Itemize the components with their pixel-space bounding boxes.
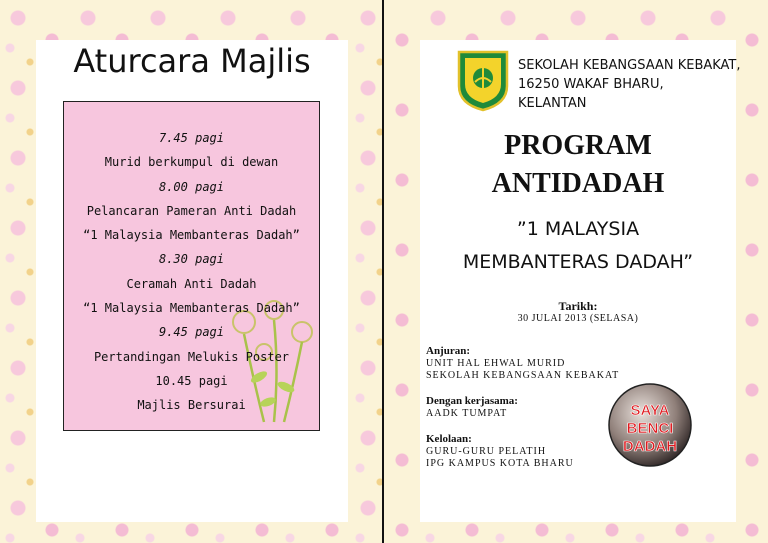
school-address: [518, 56, 741, 113]
schedule-time: 9.45 pagi: [158, 325, 225, 340]
date-value: 30 JULAI 2013 (SELASA): [517, 313, 639, 324]
schedule-item: “1 Malaysia Membanteras Dadah”: [83, 301, 300, 316]
anti-drug-badge-icon: [608, 383, 692, 467]
program-title: [420, 127, 736, 203]
badge-text: DADAH: [622, 438, 678, 455]
organizer-label: Anjuran:: [426, 345, 471, 357]
program-title-line: ANTIDADAH: [491, 168, 665, 199]
management-line: GURU-GURU PELATIH: [426, 446, 547, 457]
schedule-time: 7.45 pagi: [158, 131, 225, 145]
program-title-line: PROGRAM: [504, 130, 652, 161]
schedule-time: 8.00 pagi: [158, 179, 225, 194]
school-postcode: 16250 WAKAF BHARU,: [518, 77, 664, 92]
schedule-item: “1 Malaysia Membanteras Dadah”: [83, 228, 300, 243]
schedule-list: [64, 102, 319, 418]
collaboration-line: AADK TUMPAT: [426, 408, 508, 419]
date-label: Tarikh:: [558, 299, 598, 313]
schedule-time: 10.45 pagi: [155, 373, 228, 388]
left-page-title: Aturcara Majlis: [73, 42, 311, 80]
collaboration-label: Dengan kerjasama:: [426, 395, 518, 407]
school-crest-icon: [455, 48, 511, 112]
schedule-item: Pelancaran Pameran Anti Dadah: [86, 203, 297, 218]
program-subtitle-line: MEMBANTERAS DADAH”: [462, 251, 694, 273]
management-section: [426, 433, 574, 470]
program-subtitle: [420, 213, 736, 279]
organizer-section: [426, 345, 619, 382]
program-subtitle-line: ”1 MALAYSIA: [516, 218, 640, 240]
schedule-item: Majlis Bersurai: [137, 398, 246, 413]
schedule-time: 8.30 pagi: [158, 252, 225, 267]
organizer-line: UNIT HAL EHWAL MURID: [426, 358, 566, 369]
badge-text: BENCI: [626, 420, 674, 437]
school-name: SEKOLAH KEBANGSAAN KEBAKAT,: [518, 58, 741, 73]
schedule-item: Pertandingan Melukis Poster: [93, 349, 290, 364]
school-state: KELANTAN: [518, 96, 587, 111]
schedule-item: Murid berkumpul di dewan: [104, 155, 279, 170]
schedule-box: [63, 101, 320, 431]
organizer-line: SEKOLAH KEBANGSAAN KEBAKAT: [426, 370, 620, 381]
collaboration-section: [426, 395, 518, 420]
management-label: Kelolaan:: [426, 433, 472, 445]
management-line: IPG KAMPUS KOTA BHARU: [426, 458, 574, 469]
schedule-item: Ceramah Anti Dadah: [126, 276, 257, 291]
badge-text: SAYA: [630, 402, 670, 419]
fold-divider: [382, 0, 384, 543]
